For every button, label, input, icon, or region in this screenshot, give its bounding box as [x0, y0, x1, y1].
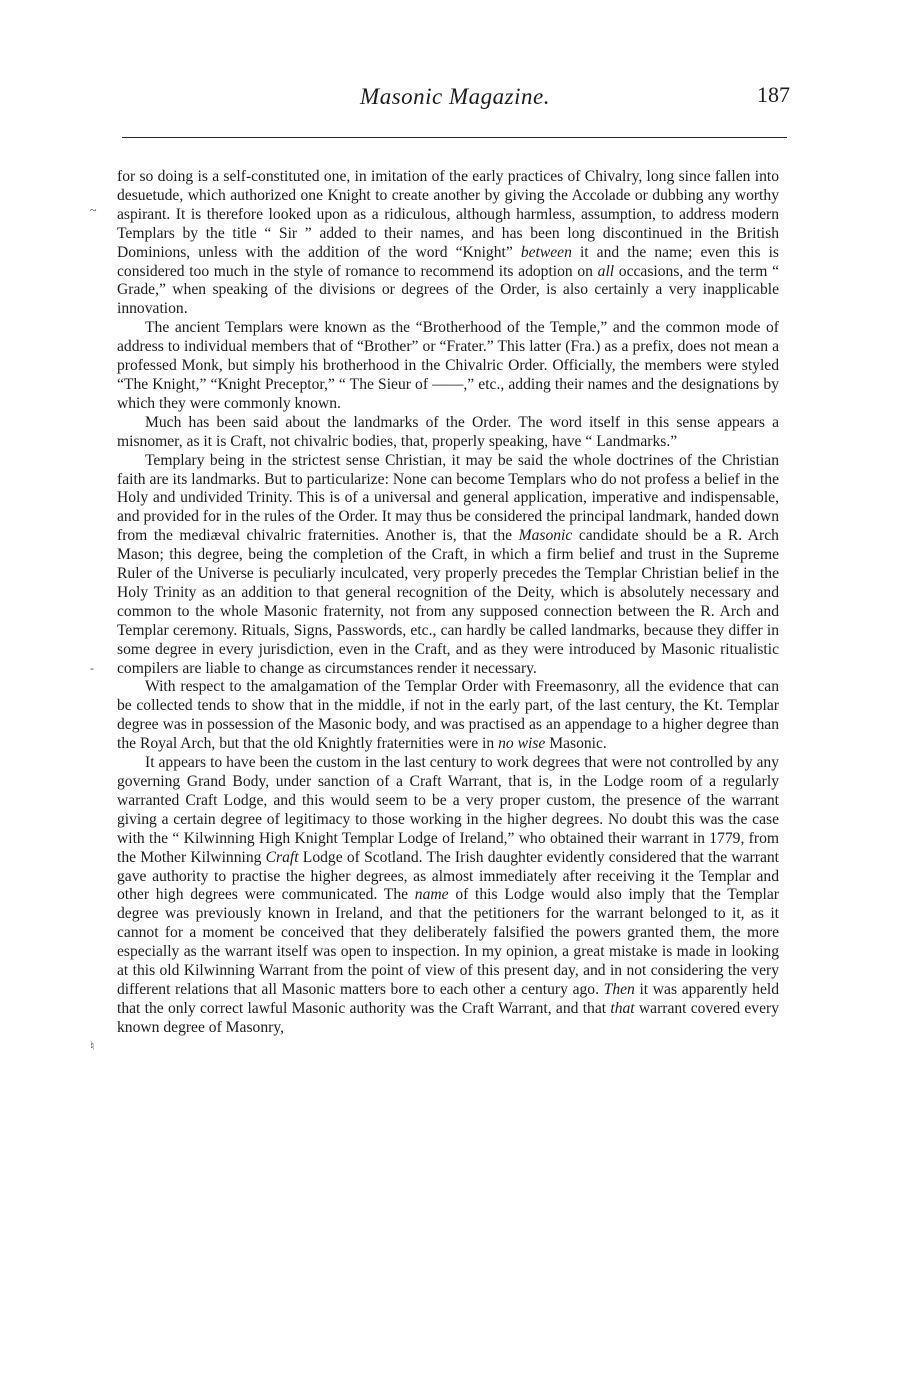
- italic-text: Then: [603, 980, 635, 998]
- magazine-title: Masonic Magazine.: [360, 84, 550, 109]
- italic-text: Masonic: [518, 527, 573, 545]
- italic-text: name: [414, 886, 449, 904]
- paragraph: [117, 754, 779, 1038]
- header-rule: [122, 137, 787, 138]
- italic-text: that: [610, 999, 635, 1017]
- page-number: 187: [757, 82, 790, 107]
- paragraph-text: for so doing is a self-constituted one, in imitation of the early practices of Chivalry, long since fallen into desuetude, which authorized one Knight to create another by giving the Accolade or dubbing any worthy aspirant. It is therefore looked upon as a ridiculous, although harmless, assumption, to address modern Templars by the title “ Sir ” added to their names, and has been long discontinued in the British Dominions, unless with the addition of the word “Knight”: [117, 168, 779, 261]
- paragraph-text: warrant covered every known degree of Masonry,: [117, 999, 780, 1036]
- paragraph-text: candidate should be a R. Arch Mason; this degree, being the completion of the Craft, in which a firm belief and trust in the Supreme Ruler of the Universe is peculiarly inculcated, very properly precedes the Templar Christian belief in the Holy Trinity as an addition to that general recognition of the Deity, which is absolutely necessary and common to the whole Masonic fraternity, not from any supposed connection between the R. Arch and Templar ceremony. Rituals, Signs, Passwords, etc., can hardly be called landmarks, because they differ in some degree in every jurisdiction, even in the Craft, and as they were introduced by Masonic ritualistic compilers are liable to change as circumstances render it necessary.: [117, 527, 779, 677]
- paragraph: [117, 168, 779, 319]
- paragraph-text: It appears to have been the custom in the last century to work degrees that were not controlled by any governing Grand Body, under sanction of a Craft Warrant, that is, in the Lodge room of a regularly warranted Craft Lodge, and this would seem to be a very proper custom, the presence of the warrant giving a certain degree of legitimacy to those working in the higher degrees. No doubt this was the case with the “ Kilwinning High Knight Templar Lodge of Ireland,” who obtained their warrant in 1779, from the Mother Kilwinning: [117, 754, 779, 866]
- margin-mark: ♮: [90, 1039, 95, 1053]
- italic-text: Craft: [265, 848, 299, 866]
- paragraph-text: The ancient Templars were known as the “Brotherhood of the Temple,” and the common mode of address to individual members that of “Brother” or “Frater.” This latter (Fra.) as a prefix, does not mean a professed Monk, but simply his brotherhood in the Chivalric Order. Officially, the members were styled “The Knight,” “Knight Preceptor,” “ The Sieur of ——,” etc., adding their names and the designations by which they were commonly known.: [117, 319, 779, 412]
- italic-text: between: [520, 243, 572, 261]
- italic-text: no wise: [498, 735, 546, 753]
- paragraph: [117, 414, 779, 452]
- paragraph-text: it and the name; even this is considered too much in the style of romance to recommend its adoption on: [117, 243, 779, 280]
- paragraph-text: Much has been said about the landmarks of the Order. The word itself in this sense appears a misnomer, as it is Craft, not chivalric bodies, that, properly speaking, have “ Landmarks.”: [117, 413, 779, 450]
- article-body: [117, 168, 779, 1038]
- paragraph: [117, 678, 779, 754]
- running-head: [120, 80, 790, 120]
- paragraph-text: Masonic.: [545, 735, 607, 753]
- paragraph-text: occasions, and the term “ Grade,” when speaking of the divisions or degrees of the Order, is also certainly a very inapplicable innovation.: [117, 262, 779, 318]
- paragraph: [117, 452, 779, 679]
- paragraph-text: Lodge of Scotland. The Irish daughter evidently considered that the warrant gave authority to practise the higher degrees, as almost immediately after receiving it the Templar and other high degrees were communicated. The: [117, 848, 779, 904]
- italic-text: all: [597, 262, 615, 280]
- paragraph-text: of this Lodge would also imply that the Templar degree was previously known in Ireland, and that the petitioners for the warrant belonged to it, as it cannot for a moment be conceived that they deliberately falsified the powers granted them, the more especially as the warrant itself was open to inspection. In my opinion, a great mistake is made in looking at this old Kilwinning Warrant from the point of view of this present day, and in not considering the very different relations that all Masonic matters bore to each other a century ago.: [117, 886, 779, 998]
- margin-mark: -: [90, 661, 94, 675]
- paragraph-text: Templary being in the strictest sense Christian, it may be said the whole doctrines of the Christian faith are its landmarks. But to particularize: None can become Templars who do not profess a belief in the Holy and undivided Trinity. This is of a universal and general application, imperative and indispensable, and provided for in the rules of the Order. It may thus be considered the principal landmark, handed down from the mediæval chivalric fraternities. Another is, that the: [117, 451, 779, 545]
- margin-mark: ~: [90, 203, 97, 217]
- paragraph-text: With respect to the amalgamation of the Templar Order with Freemasonry, all the evidence that can be collected tends to show that in the middle, if not in the early part, of the last century, the Kt. Templar degree was in possession of the Masonic body, and was practised as an appendage to a higher degree than the Royal Arch, but that the old Knightly fraternities were in: [117, 678, 779, 753]
- paragraph: [117, 319, 779, 414]
- paragraph-text: it was apparently held that the only correct lawful Masonic authority was the Craft Warrant, and that: [117, 980, 779, 1017]
